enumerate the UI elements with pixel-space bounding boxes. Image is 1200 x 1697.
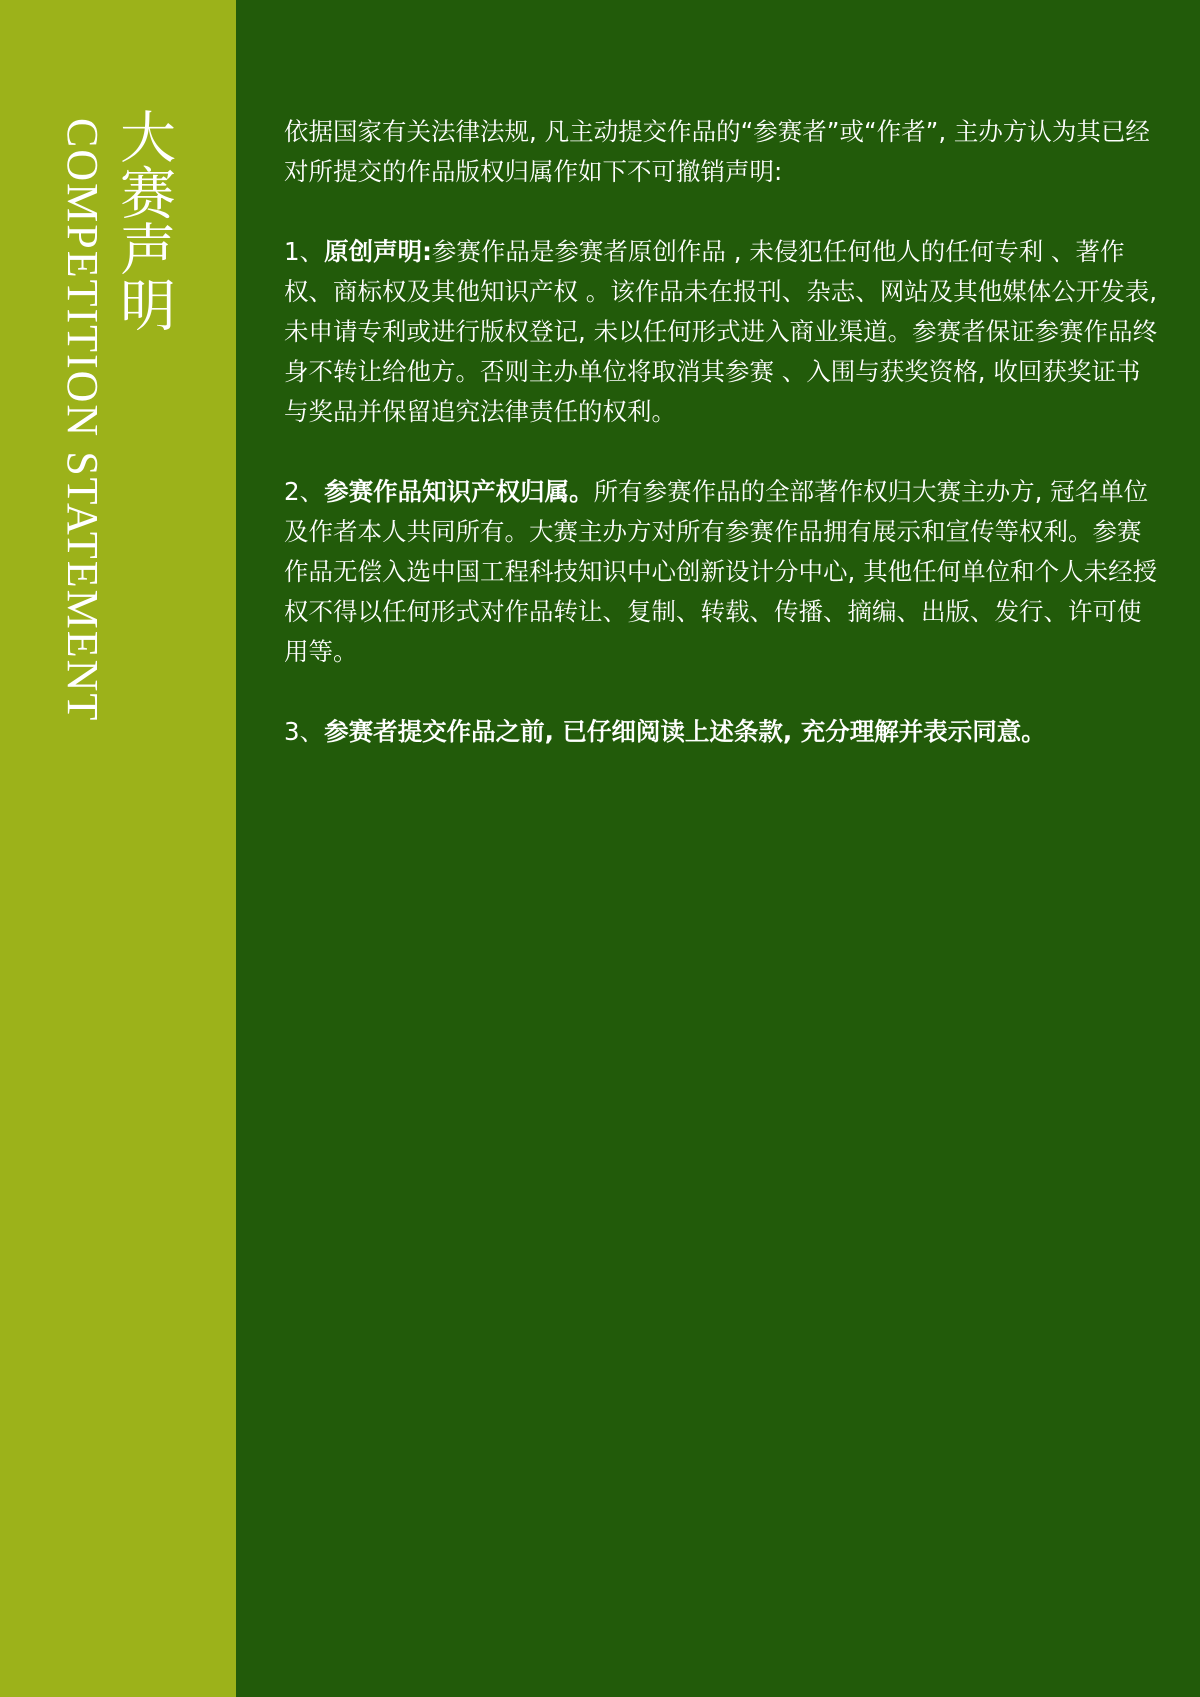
- clause-heading: 原创声明:: [324, 237, 432, 266]
- clause-1: [284, 232, 1164, 432]
- clause-3: [284, 712, 1164, 752]
- clause-heading: 参赛作品知识产权归属。: [324, 477, 594, 506]
- clause-body: 参赛作品是参赛者原创作品 , 未侵犯任何他人的任何专利 、著作权、商标权及其他知识产权 。该作品未在报刊、杂志、网站及其他媒体公开发表, 未申请专利或进行版权登记, 未以任何形式进入商业渠道。参赛者保证参赛作品终身不转让给他方。否则主办单位将取消其参赛 、入围与获奖资格, 收回获奖证书与奖品并保留追究法律责任的权利。: [284, 237, 1158, 426]
- intro-paragraph: 依据国家有关法律法规, 凡主动提交作品的“参赛者”或“作者”, 主办方认为其已经对所提交的作品版权归属作如下不可撤销声明:: [284, 117, 1150, 186]
- clause-number: 1、: [284, 237, 325, 266]
- clause-number: 3、: [284, 717, 325, 746]
- main-panel: [236, 0, 1200, 1697]
- clause-2: [284, 472, 1164, 672]
- clause-body: 所有参赛作品的全部著作权归大赛主办方, 冠名单位及作者本人共同所有。大赛主办方对所有参赛作品拥有展示和宣传等权利。参赛作品无偿入选中国工程科技知识中心创新设计分中心, 其他任何单位和个人未经授权不得以任何形式对作品转让、复制、转载、传播、摘编、出版、发行、许可使用等。: [284, 477, 1158, 666]
- title-chinese: 大赛声明: [111, 108, 176, 332]
- clause-heading: 参赛者提交作品之前, 已仔细阅读上述条款, 充分理解并表示同意。: [324, 717, 1046, 746]
- title-english: COMPETITION STATEMENT: [58, 118, 107, 723]
- clause-number: 2、: [284, 477, 325, 506]
- sidebar: [0, 0, 236, 1697]
- statement-content: [284, 112, 1164, 792]
